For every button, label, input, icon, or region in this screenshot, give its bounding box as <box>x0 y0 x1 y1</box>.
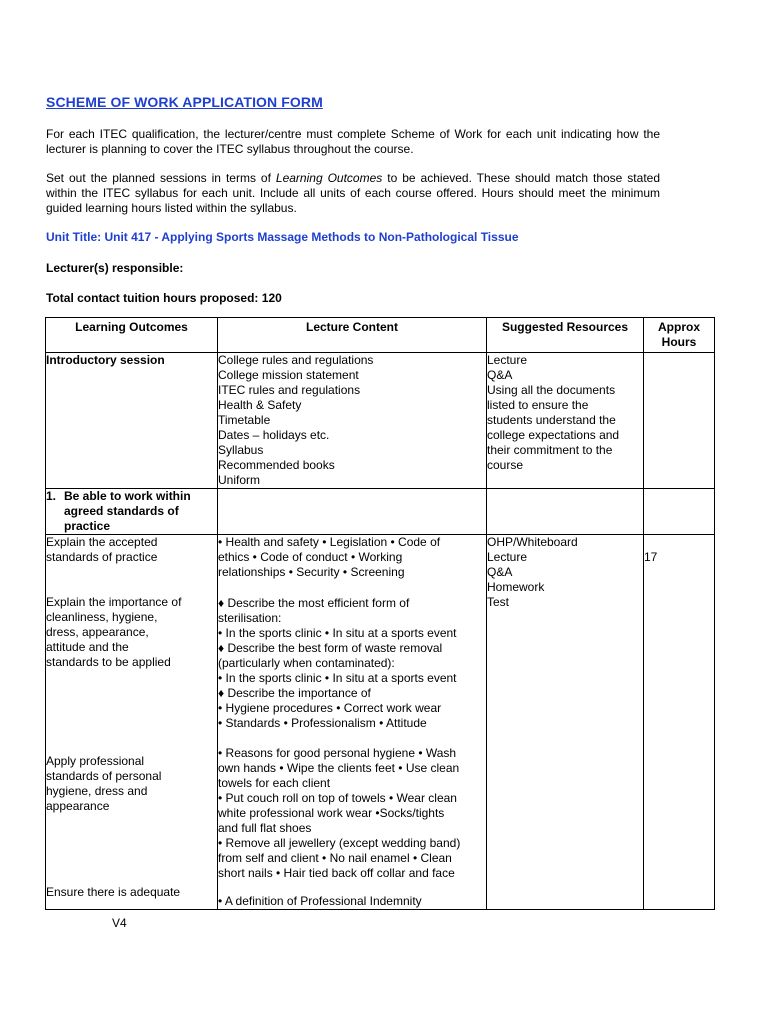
table-row <box>46 353 715 489</box>
list-item: College rules and regulations <box>218 353 374 367</box>
list-item: attitude and the <box>46 640 129 654</box>
total-hours-label: Total contact tuition hours proposed: 120 <box>46 291 282 305</box>
list-item: Apply professional <box>46 754 145 768</box>
page-title: SCHEME OF WORK APPLICATION FORM <box>46 94 323 110</box>
list-item: ITEC rules and regulations <box>218 383 361 397</box>
list-item: • A definition of Professional Indemnity <box>218 894 422 908</box>
list-item: Health & Safety <box>218 398 302 412</box>
list-item: Syllabus <box>218 443 264 457</box>
list-item: • In the sports clinic • In situ at a sports event <box>218 671 457 685</box>
list-item: from self and client • No nail enamel • Clean <box>218 851 452 865</box>
version-label: V4 <box>112 916 127 930</box>
list-item: • Health and safety • Legislation • Code of <box>218 535 441 549</box>
list-item: ♦ Describe the importance of <box>218 686 371 700</box>
header-learning-outcomes: Learning Outcomes <box>46 318 218 353</box>
outcome-1-heading <box>46 489 218 535</box>
list-item: hygiene, dress and <box>46 784 148 798</box>
list-item: their commitment to the <box>487 443 613 457</box>
list-item: Recommended books <box>218 458 335 472</box>
header-suggested-resources: Suggested Resources <box>487 318 644 353</box>
list-item: course <box>487 458 524 472</box>
list-item: (particularly when contaminated): <box>218 656 395 670</box>
list-item: Dates – holidays etc. <box>218 428 330 442</box>
list-item: • Reasons for good personal hygiene • Wash <box>218 746 457 760</box>
header-lecture-content: Lecture Content <box>218 318 487 353</box>
instructions-italic: Learning Outcomes <box>275 171 383 185</box>
list-item: College mission statement <box>218 368 359 382</box>
unit-title: Unit Title: Unit 417 - Applying Sports Massage Methods to Non-Pathological Tissue <box>46 230 519 244</box>
list-item: standards of practice <box>46 550 158 564</box>
list-item: Timetable <box>218 413 271 427</box>
list-item: short nails • Hair tied back off collar and face <box>218 866 455 880</box>
list-item: OHP/Whiteboard <box>487 535 578 549</box>
list-item: Test <box>487 595 510 609</box>
list-item: appearance <box>46 799 110 813</box>
list-item: Explain the importance of <box>46 595 182 609</box>
list-item: • Put couch roll on top of towels • Wear clean <box>218 791 457 805</box>
header-approx-hours: Approx Hours <box>644 318 715 353</box>
intro-outcome: Introductory session <box>46 353 218 489</box>
list-item: towels for each client <box>218 776 331 790</box>
list-item: ethics • Code of conduct • Working <box>218 550 403 564</box>
list-item: Homework <box>487 580 545 594</box>
list-item: • Standards • Professionalism • Attitude <box>218 716 427 730</box>
empty-cell <box>487 489 644 535</box>
list-item: relationships • Security • Screening <box>218 565 405 579</box>
instructions-text-1: Set out the planned sessions in terms of <box>46 171 276 185</box>
list-item: • Hygiene procedures • Correct work wear <box>218 701 442 715</box>
list-item: Explain the accepted <box>46 535 158 549</box>
list-item: Ensure there is adequate <box>46 885 181 899</box>
list-item: Lecture <box>487 353 528 367</box>
outcome-1-hours <box>644 535 715 910</box>
list-item: Q&A <box>487 368 513 382</box>
instructions-paragraph <box>46 171 660 216</box>
outcome-text: Be able to work within agreed standards of practice <box>64 489 191 533</box>
list-item: ♦ Describe the best form of waste removal <box>218 641 443 655</box>
lecturers-label: Lecturer(s) responsible: <box>46 261 184 275</box>
list-item: listed to ensure the <box>487 398 589 412</box>
list-item: sterilisation: <box>218 611 282 625</box>
empty-cell <box>644 489 715 535</box>
outcome-1-criteria <box>46 535 218 910</box>
empty-cell <box>218 489 487 535</box>
outcome-1-resources <box>487 535 644 910</box>
intro-paragraph: For each ITEC qualification, the lecturer/centre must complete Scheme of Work for each unit indicating how the lecturer is planning to cover the ITEC syllabus throughout the course. <box>46 127 660 156</box>
list-item: students understand the <box>487 413 616 427</box>
intro-hours <box>644 353 715 489</box>
list-item: Using all the documents <box>487 383 616 397</box>
list-item: own hands • Wipe the clients feet • Use clean <box>218 761 460 775</box>
instructions-text-2: to be achieved. These should match those stated within the ITEC syllabus for each unit. Include all units of each course offered. Hours should meet the minimum guided learning hours listed within the syllabus. <box>46 171 660 215</box>
table-row <box>46 535 715 910</box>
intro-resources <box>487 353 644 489</box>
list-item: Lecture <box>487 550 528 564</box>
list-item: standards to be applied <box>46 655 171 669</box>
outcome-number: 1. <box>46 489 57 503</box>
list-item: cleanliness, hygiene, <box>46 610 158 624</box>
list-item: college expectations and <box>487 428 620 442</box>
hours-value: 17 <box>644 550 658 564</box>
list-item: standards of personal <box>46 769 162 783</box>
list-item: white professional work wear •Socks/tights <box>218 806 445 820</box>
table-row <box>46 489 715 535</box>
table-header-row <box>46 318 715 353</box>
intro-content <box>218 353 487 489</box>
list-item: and full flat shoes <box>218 821 312 835</box>
scheme-of-work-table <box>45 317 715 910</box>
list-item: Q&A <box>487 565 513 579</box>
outcome-1-content <box>218 535 487 910</box>
list-item: ♦ Describe the most efficient form of <box>218 596 410 610</box>
list-item: Uniform <box>218 473 261 487</box>
list-item: • In the sports clinic • In situ at a sports event <box>218 626 457 640</box>
list-item: • Remove all jewellery (except wedding band) <box>218 836 461 850</box>
list-item: dress, appearance, <box>46 625 149 639</box>
